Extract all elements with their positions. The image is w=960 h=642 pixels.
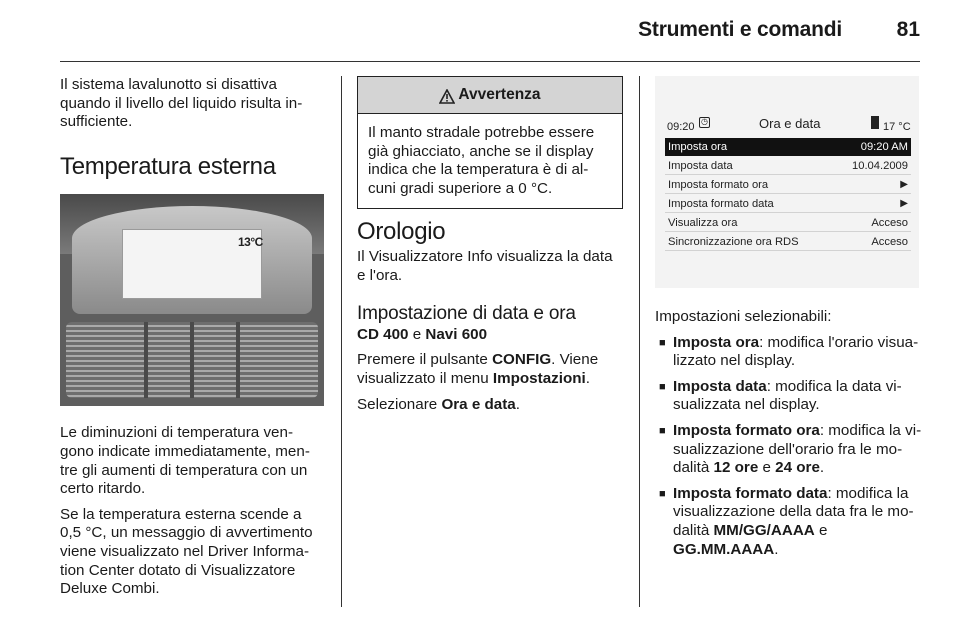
bullet-square-icon: ■	[659, 487, 666, 500]
menu-row-imposta-data[interactable]: Imposta data 10.04.2009	[665, 157, 911, 175]
phone-icon	[871, 116, 879, 129]
page-header	[0, 0, 960, 62]
warning-title: Avvertenza	[458, 85, 541, 103]
menu-row-visualizza-ora[interactable]: Visualizza ora Acceso	[665, 214, 911, 232]
paragraph-select-menu: Selezionare Ora e data.	[357, 395, 520, 413]
clock-icon: ◷	[699, 117, 710, 128]
instrument-cluster-photo	[60, 194, 324, 406]
warning-triangle-icon	[439, 89, 455, 104]
menu-row-imposta-ora[interactable]: Imposta ora 09:20 AM	[665, 138, 911, 156]
section-heading-temperatura: Temperatura esterna	[60, 152, 276, 180]
settings-intro: Impostazioni selezionabili:	[655, 308, 832, 325]
bullet-square-icon: ■	[659, 380, 666, 393]
menu-status-bar	[665, 114, 911, 134]
subheading-date-time: Impostazione di data e ora	[357, 303, 576, 325]
settings-list-item: ■ Imposta formato ora: modifica la vi-sualizzazione dell'orario fra le mo-dalità 12 ore e 24 ore.	[659, 421, 922, 477]
warning-text: Il manto stradale potrebbe essere già ghiacciato, anche se il display indica che la temperatura è di al-cuni gradi superiore a 0 °C.	[368, 124, 595, 197]
page-title: Strumenti e comandi	[638, 18, 842, 41]
menu-title: Ora e data	[759, 116, 821, 131]
menu-row-formato-ora[interactable]: Imposta formato ora ▶	[665, 176, 911, 194]
bullet-square-icon: ■	[659, 336, 666, 349]
menu-row-formato-data[interactable]: Imposta formato data ▶	[665, 195, 911, 213]
chevron-right-icon: ▶	[900, 179, 908, 190]
warning-header	[358, 77, 622, 114]
paragraph-config-button: Premere il pulsante CONFIG. Viene visualizzato il menu Impostazioni.	[357, 351, 599, 387]
settings-list	[655, 334, 923, 560]
paragraph-temperature-warning: Se la temperatura esterna scende a 0,5 °C, un messaggio di avvertimento viene visualizzato nel Driver Informa-tion Center dotato di Visualizzatore Deluxe Combi.	[60, 505, 313, 598]
settings-list-item: ■ Imposta data: modifica la data vi-sualizzata nel display.	[659, 377, 902, 414]
menu-clock-time: 09:20	[667, 121, 695, 133]
paragraph-temperature-changes: Le diminuzioni di temperatura ven-gono indicate immediatamente, men-tre gli aumenti di temperatura con un certo ritardo.	[60, 424, 310, 498]
column-middle	[357, 76, 623, 421]
column-divider-2	[639, 76, 640, 607]
settings-list-item: ■ Imposta formato data: modifica la visualizzazione della data fra le mo-dalità MM/GG/AAAA e GG.MM.AAAA.	[659, 484, 914, 558]
column-divider-1	[341, 76, 342, 607]
column-left	[60, 76, 326, 606]
settings-list-item: ■ Imposta ora: modifica l'orario visua-lizzato nel display.	[659, 333, 919, 370]
menu-temperature: 17 °C	[883, 121, 911, 133]
intro-paragraph: Il sistema lavalunotto si disattiva quando il livello del liquido risulta in-sufficiente.	[60, 76, 303, 131]
header-divider	[60, 61, 920, 62]
menu-row-sincronizzazione-rds[interactable]: Sincronizzazione ora RDS Acceso	[665, 233, 911, 251]
bullet-square-icon: ■	[659, 424, 666, 437]
section-heading-orologio: Orologio	[357, 218, 446, 246]
model-applicability: CD 400 e Navi 600	[357, 325, 488, 343]
cluster-temperature-readout: 13°C	[238, 235, 263, 250]
paragraph-clock-info: Il Visualizzatore Info visualizza la data e l'ora.	[357, 247, 613, 284]
page-number: 81	[896, 18, 920, 41]
date-time-menu-screenshot	[655, 76, 919, 288]
column-right	[655, 76, 923, 566]
warning-box	[357, 76, 623, 209]
chevron-right-icon: ▶	[900, 198, 908, 209]
